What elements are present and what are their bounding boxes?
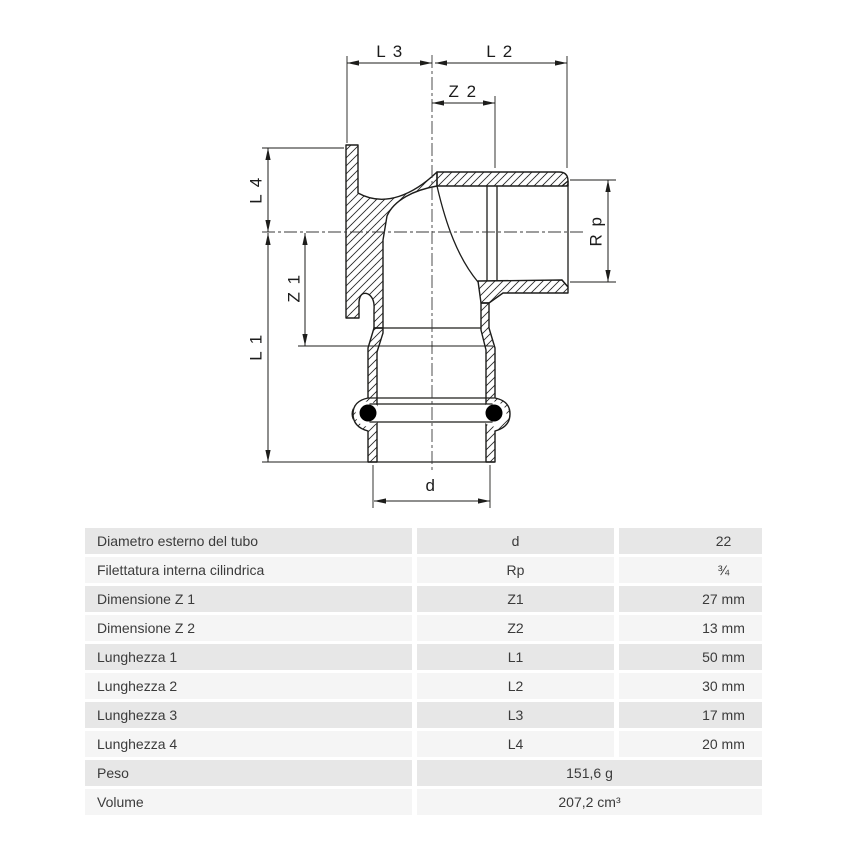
spec-value: 20 mm xyxy=(619,731,762,757)
spec-label: Volume xyxy=(85,789,412,815)
spec-symbol: d xyxy=(417,528,614,554)
dim-label-z1: Z 1 xyxy=(284,273,304,303)
spec-value: 27 mm xyxy=(619,586,762,612)
spec-symbol: Rp xyxy=(417,557,614,583)
spec-value: ¾ xyxy=(619,557,762,583)
spec-label: Diametro esterno del tubo xyxy=(85,528,412,554)
dim-label-rp: R p xyxy=(586,215,606,247)
socket-top-wall xyxy=(437,172,568,186)
dim-label-l3: L 3 xyxy=(376,42,404,61)
table-row xyxy=(85,644,763,670)
spec-symbol: Z1 xyxy=(417,586,614,612)
spec-symbol: L1 xyxy=(417,644,614,670)
dim-label-l4: L 4 xyxy=(246,176,266,204)
flange-section xyxy=(346,145,437,328)
spec-label: Filettatura interna cilindrica xyxy=(85,557,412,583)
dim-label-l2: L 2 xyxy=(486,42,514,61)
centerlines xyxy=(262,55,586,472)
spec-label: Lunghezza 2 xyxy=(85,673,412,699)
spec-symbol: L3 xyxy=(417,702,614,728)
spec-label: Lunghezza 4 xyxy=(85,731,412,757)
spec-label: Lunghezza 1 xyxy=(85,644,412,670)
table-row xyxy=(85,760,763,786)
spec-label: Dimensione Z 1 xyxy=(85,586,412,612)
spec-table xyxy=(85,528,763,818)
spec-label: Peso xyxy=(85,760,412,786)
oring-left xyxy=(360,405,377,422)
table-row xyxy=(85,557,763,583)
spec-value: 22 xyxy=(619,528,762,554)
spec-label: Lunghezza 3 xyxy=(85,702,412,728)
spec-value: 17 mm xyxy=(619,702,762,728)
socket-bottom-wall xyxy=(478,280,568,303)
table-row xyxy=(85,528,763,554)
spec-symbol: L4 xyxy=(417,731,614,757)
dim-label-l1: L 1 xyxy=(246,333,266,361)
table-row xyxy=(85,702,763,728)
spec-value: 30 mm xyxy=(619,673,762,699)
table-row xyxy=(85,731,763,757)
spec-symbol: L2 xyxy=(417,673,614,699)
press-socket-left-wall xyxy=(353,328,383,462)
dim-label-z2: Z 2 xyxy=(448,82,478,101)
oring-right xyxy=(486,405,503,422)
table-row xyxy=(85,586,763,612)
table-row xyxy=(85,673,763,699)
dim-label-d: d xyxy=(425,476,437,495)
spec-symbol: Z2 xyxy=(417,615,614,641)
spec-label: Dimensione Z 2 xyxy=(85,615,412,641)
spec-value: 207,2 cm³ xyxy=(417,789,762,815)
spec-value: 13 mm xyxy=(619,615,762,641)
dimension-labels xyxy=(247,42,606,495)
press-socket-right-wall xyxy=(481,303,510,462)
spec-value: 50 mm xyxy=(619,644,762,670)
spec-value: 151,6 g xyxy=(417,760,762,786)
table-row xyxy=(85,789,763,815)
table-row xyxy=(85,615,763,641)
